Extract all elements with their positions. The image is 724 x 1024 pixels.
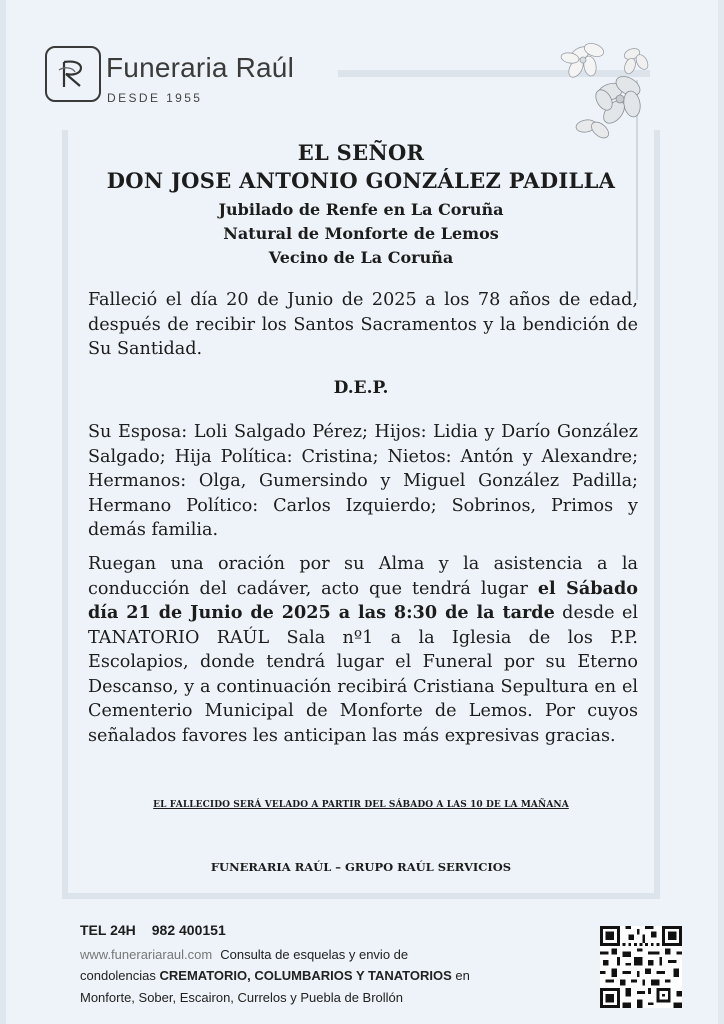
- frame-border-bottom: [62, 893, 660, 899]
- logo-r-icon: [53, 54, 93, 94]
- page-edge-right: [718, 0, 724, 1024]
- family-paragraph: Su Esposa: Loli Salgado Pérez; Hijos: Lidia y Darío González Salgado; Hija Política: Cristina; Nietos: Antón y Alexandre; Hermanos: Olga, Gumersindo y Miguel González Padilla; Hermano Político: Carlos Izquierdo; Sobrinos, Primos y demás familia.: [88, 422, 638, 540]
- dep-heading: D.E.P.: [333, 378, 389, 398]
- qr-code-icon[interactable]: [600, 926, 682, 1008]
- flowers-icon: [550, 36, 660, 140]
- frame-border-right: [654, 130, 660, 898]
- ceremony-date: el Sábado día 21 de Junio de 2025 a las 8:30 de la tarde: [88, 577, 638, 623]
- contact-line-1: [80, 947, 408, 962]
- contact-line-2-end: en: [451, 968, 470, 983]
- page-edge-left: [0, 0, 6, 1024]
- deceased-name: DON JOSE ANTONIO GONZÁLEZ PADILLA: [106, 168, 616, 193]
- contact-line-2-start: condolencias: [80, 968, 160, 983]
- frame-border-left: [62, 130, 68, 898]
- ceremony-text-end: desde el TANATORIO RAÚL Sala nº1 a la Iglesia de los P.P. Escolapios, donde tendrá lugar el Funeral por su Eterno Descanso, y a continuación recibirá Cristiana Sepultura en el Cementerio Municipal de Monforte de Lemos. Por cuyos señalados favores les anticipan las más expresivas gracias.: [88, 603, 638, 746]
- ceremony-text-start: Ruegan una oración por su Alma y la asistencia a la conducción del cadáver, acto que tendrá lugar: [88, 554, 638, 599]
- ceremony-paragraph: [88, 552, 638, 748]
- logo-emblem: [45, 46, 101, 102]
- footer-brand: FUNERARIA RAÚL – GRUPO RAÚL SERVICIOS: [210, 860, 512, 874]
- locations-line: Monforte, Sober, Escairon, Currelos y Puebla de Brollón: [80, 990, 404, 1005]
- brand-name: Funeraria Raúl: [106, 52, 294, 83]
- phone-number: 982 400151: [151, 922, 226, 938]
- occupation-line: Jubilado de Renfe en La Coruña: [218, 200, 504, 219]
- death-paragraph: Falleció el día 20 de Junio de 2025 a los 78 años de edad, después de recibir los Santos Sacramentos y la bendición de Su Santidad.: [88, 290, 638, 359]
- residence-line: Vecino de La Coruña: [268, 248, 454, 267]
- contact-line-1-text: Consulta de esquelas y envio de: [220, 947, 409, 962]
- website-link[interactable]: www.funerariaraul.com: [80, 947, 213, 962]
- phone-block: [80, 922, 226, 938]
- contact-line-2: [80, 968, 470, 983]
- origin-line: Natural de Monforte de Lemos: [223, 224, 499, 243]
- brand-since: DESDE 1955: [107, 91, 203, 105]
- title-line: EL SEÑOR: [297, 140, 425, 165]
- services-list: CREMATORIO, COLUMBARIOS Y TANATORIOS: [159, 968, 452, 983]
- phone-label: TEL 24H: [80, 922, 136, 938]
- vigil-notice: EL FALLECIDO SERÁ VELADO A PARTIR DEL SÁBADO A LAS 10 DE LA MAÑANA: [153, 800, 569, 810]
